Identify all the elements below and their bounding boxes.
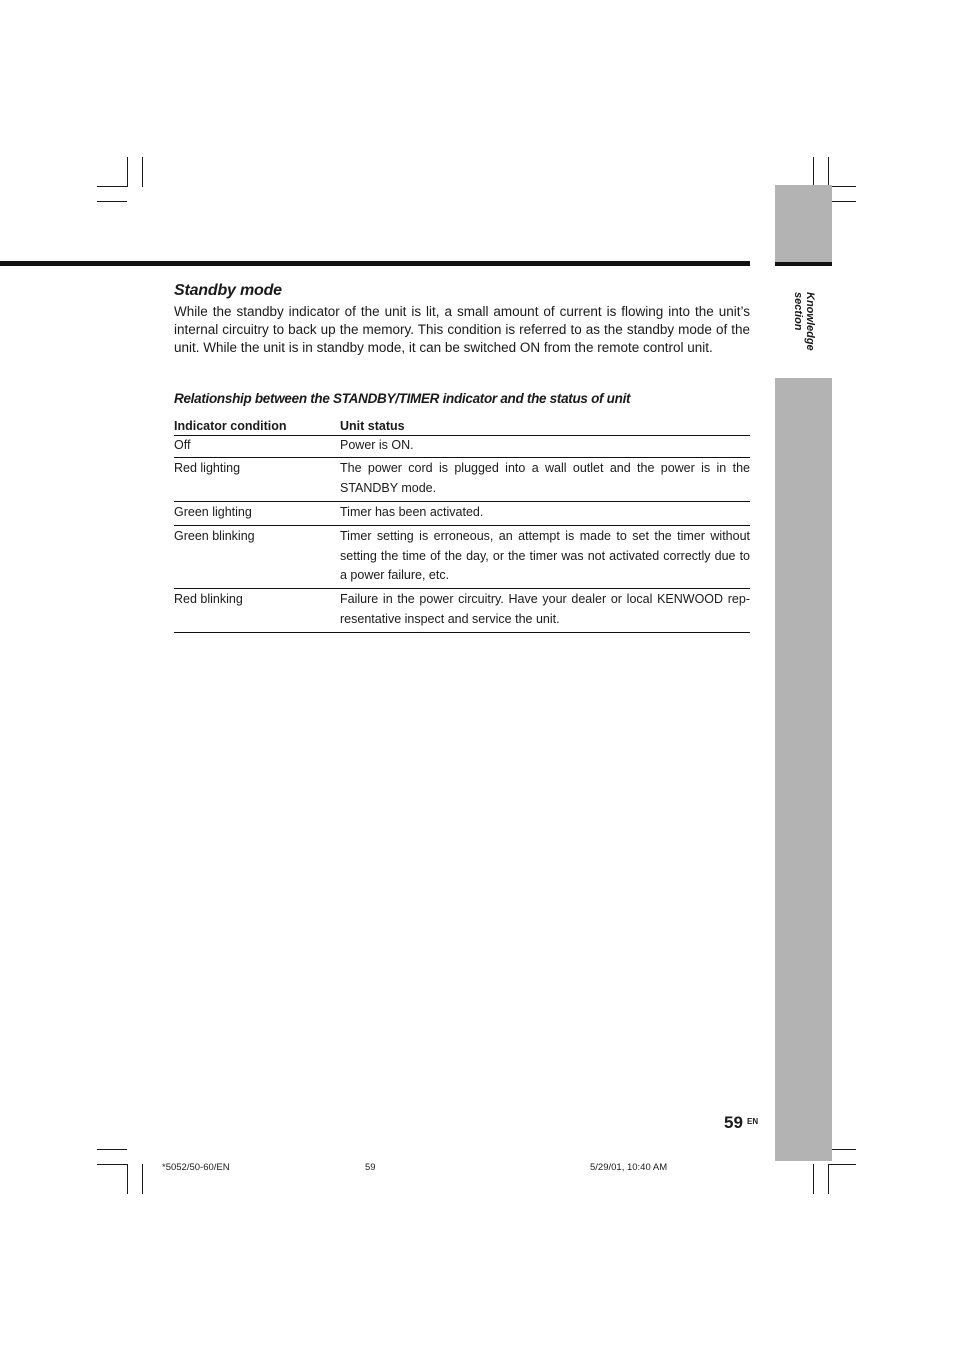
crop-mark [97, 186, 127, 187]
table-row [174, 589, 750, 633]
side-tab-label-line2: section [792, 292, 804, 331]
table-row [174, 502, 750, 526]
page-language: EN [747, 1117, 759, 1126]
indicator-condition-cell: Off [174, 438, 191, 452]
side-tab-label [780, 292, 816, 372]
crop-mark [828, 157, 829, 187]
table-row [174, 436, 750, 458]
unit-status-cell: Failure in the power circuitry. Have your dealer or local KENWOOD rep-resentative inspect and service the unit. [340, 592, 750, 626]
crop-mark [828, 1164, 829, 1194]
footer-timestamp: 5/29/01, 10:40 AM [590, 1162, 668, 1173]
crop-mark [813, 157, 814, 187]
unit-status-cell: Timer setting is erroneous, an attempt is made to set the timer without setting the time of the day, or the timer was not activated correctly due to a power failure, etc. [340, 529, 750, 582]
header-indicator-condition: Indicator condition [174, 419, 287, 433]
footer-page: 59 [365, 1162, 376, 1173]
indicator-condition-cell: Red blinking [174, 592, 243, 606]
indicator-condition-cell: Green blinking [174, 529, 255, 543]
indicator-condition-cell: Green lighting [174, 505, 252, 519]
unit-status-cell: Timer has been activated. [340, 505, 484, 519]
section-title: Standby mode [174, 282, 282, 299]
crop-mark [142, 157, 143, 187]
crop-mark [142, 1164, 143, 1194]
crop-mark [828, 201, 856, 202]
unit-status-cell: The power cord is plugged into a wall outlet and the power is in the STANDBY mode. [340, 461, 750, 495]
crop-mark [828, 186, 856, 187]
table-row [174, 458, 750, 502]
side-tab-label-line1: Knowledge [804, 292, 816, 351]
header-unit-status: Unit status [340, 419, 405, 433]
crop-mark [127, 1164, 128, 1194]
indicator-condition-cell: Red lighting [174, 461, 241, 475]
footer-code: *5052/50-60/EN [162, 1162, 230, 1173]
unit-status-cell: Power is ON. [340, 438, 414, 452]
intro-paragraph: While the standby indicator of the unit is lit, a small amount of current is flowing into the unit’s internal circuitry to back up the memory. This condition is referred to as the standby mode of the unit. While the unit is in standby mode, it can be switched ON from the remote control unit. [174, 304, 750, 355]
table-row [174, 526, 750, 589]
side-tab-rule [775, 262, 832, 266]
subsection-title: Relationship between the STANDBY/TIMER indicator and the status of unit [174, 391, 631, 406]
table-header [174, 418, 750, 436]
indicator-table [174, 418, 750, 633]
crop-mark [127, 157, 128, 187]
crop-mark [828, 1149, 856, 1150]
header-rule [0, 261, 750, 266]
crop-mark [828, 1164, 856, 1165]
page-number: 59 [724, 1113, 743, 1132]
crop-mark [97, 201, 127, 202]
crop-mark [97, 1164, 127, 1165]
crop-mark [97, 1149, 127, 1150]
crop-mark [813, 1164, 814, 1194]
